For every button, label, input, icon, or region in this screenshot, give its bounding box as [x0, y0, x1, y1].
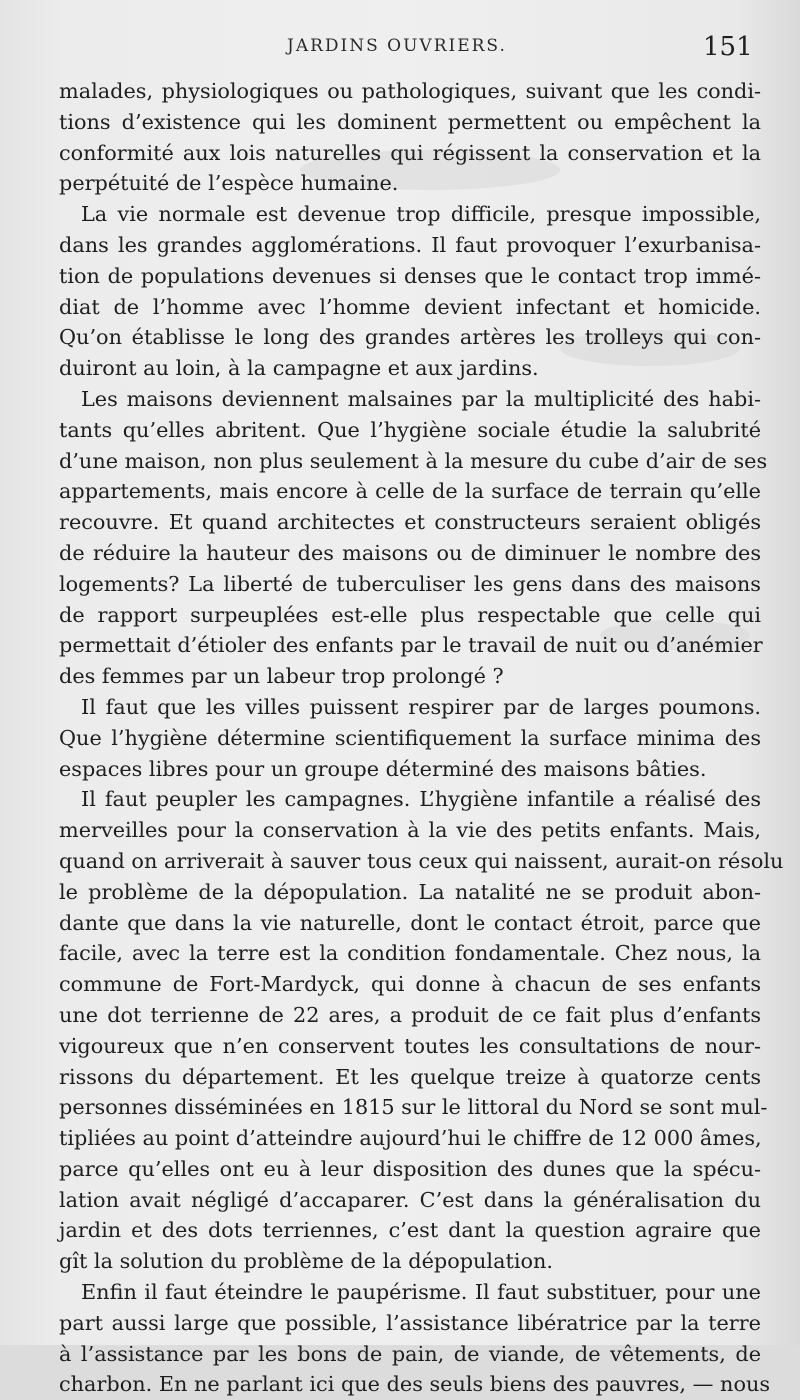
text-line: Enfin il faut éteindre le paupérisme. Il faut substituer, pour une: [81, 1280, 761, 1305]
text-line: appartements, mais encore à celle de la surface de terrain qu’elle: [59, 479, 761, 504]
text-line: part aussi large que possible, l’assistance libératrice par la terre: [59, 1310, 761, 1335]
text-line: facile, avec la terre est la condition fondamentale. Chez nous, la: [59, 941, 761, 966]
text-line: de réduire la hauteur des maisons ou de diminuer le nombre des: [59, 540, 761, 565]
page-header: [0, 32, 800, 66]
text-line: Les maisons deviennent malsaines par la multiplicité des habi-: [81, 386, 761, 411]
text-line: d’une maison, non plus seulement à la mesure du cube d’air de ses: [59, 448, 768, 473]
text-line: malades, physiologiques ou pathologiques, suivant que les condi-: [59, 79, 761, 103]
text-line: rissons du département. Et les quelque treize à quatorze cents: [59, 1064, 761, 1089]
text-line: conformité aux lois naturelles qui régissent la conservation et la: [59, 140, 761, 165]
text-line: Que l’hygiène détermine scientifiquement la surface minima des: [59, 725, 761, 750]
text-line: quand on arriverait à sauver tous ceux qui naissent, aurait-on résolu: [59, 848, 784, 873]
running-title: JARDINS OUVRIERS.: [287, 36, 507, 56]
text-line: logements? La liberté de tuberculiser les gens dans des maisons: [59, 571, 761, 596]
text-line: commune de Fort-Mardyck, qui donne à chacun de ses enfants: [59, 972, 761, 997]
text-line: une dot terrienne de 22 ares, a produit de ce fait plus d’enfants: [59, 1002, 761, 1027]
text-line: personnes disséminées en 1815 sur le littoral du Nord se sont mul-: [59, 1095, 768, 1120]
text-line: diat de l’homme avec l’homme devient infectant et homicide.: [59, 294, 761, 319]
text-line: duiront au loin, à la campagne et aux jardins.: [59, 356, 539, 381]
text-line: le problème de la dépopulation. La natalité ne se produit abon-: [59, 879, 761, 904]
text-line: vigoureux que n’en conservent toutes les consultations de nour-: [59, 1033, 761, 1058]
text-line: gît la solution du problème de la dépopulation.: [59, 1249, 554, 1274]
text-line: merveilles pour la conservation à la vie des petits enfants. Mais,: [59, 818, 761, 843]
text-line: permettait d’étioler des enfants par le travail de nuit ou d’anémier: [59, 633, 763, 658]
text-line: parce qu’elles ont eu à leur disposition des dunes que la spécu-: [59, 1156, 761, 1181]
text-line: Qu’on établisse le long des grandes artères les trolleys qui con-: [59, 325, 761, 350]
text-line: Il faut que les villes puissent respirer par de larges poumons.: [81, 694, 761, 719]
text-line: Il faut peupler les campagnes. L’hygiène infantile a réalisé des: [81, 787, 761, 812]
text-line: jardin et des dots terriennes, c’est dant la question agraire que: [59, 1218, 761, 1243]
text-line: tipliées au point d’atteindre aujourd’hui le chiffre de 12 000 âmes,: [59, 1126, 762, 1151]
text-line: tions d’existence qui les dominent permettent ou empêchent la: [59, 109, 761, 134]
text-line: tants qu’elles abritent. Que l’hygiène sociale étudie la salubrité: [59, 417, 761, 442]
text-line: charbon. En ne parlant ici que des seuls biens des pauvres, — nous: [59, 1372, 771, 1397]
text-line: des femmes par un labeur trop prolongé ?: [59, 664, 504, 689]
page-number: 151: [703, 32, 753, 62]
text-line: tion de populations devenues si denses que le contact trop immé-: [59, 263, 761, 288]
text-line: recouvre. Et quand architectes et constructeurs seraient obligés: [59, 510, 761, 535]
text-line: espaces libres pour un groupe déterminé des maisons bâties.: [59, 756, 707, 781]
text-line: à l’assistance par les bons de pain, de viande, de vêtements, de: [59, 1341, 761, 1366]
text-line: de rapport surpeuplées est-elle plus respectable que celle qui: [59, 602, 761, 627]
text-line: lation avait négligé d’accaparer. C’est dans la généralisation du: [59, 1187, 761, 1212]
body-text: [59, 76, 784, 1400]
text-line: La vie normale est devenue trop difficile, presque impossible,: [81, 202, 761, 227]
text-line: perpétuité de l’espèce humaine.: [59, 171, 399, 196]
text-line: dante que dans la vie naturelle, dont le contact étroit, parce que: [59, 910, 761, 935]
text-line: dans les grandes agglomérations. Il faut provoquer l’exurbanisa-: [59, 232, 761, 257]
